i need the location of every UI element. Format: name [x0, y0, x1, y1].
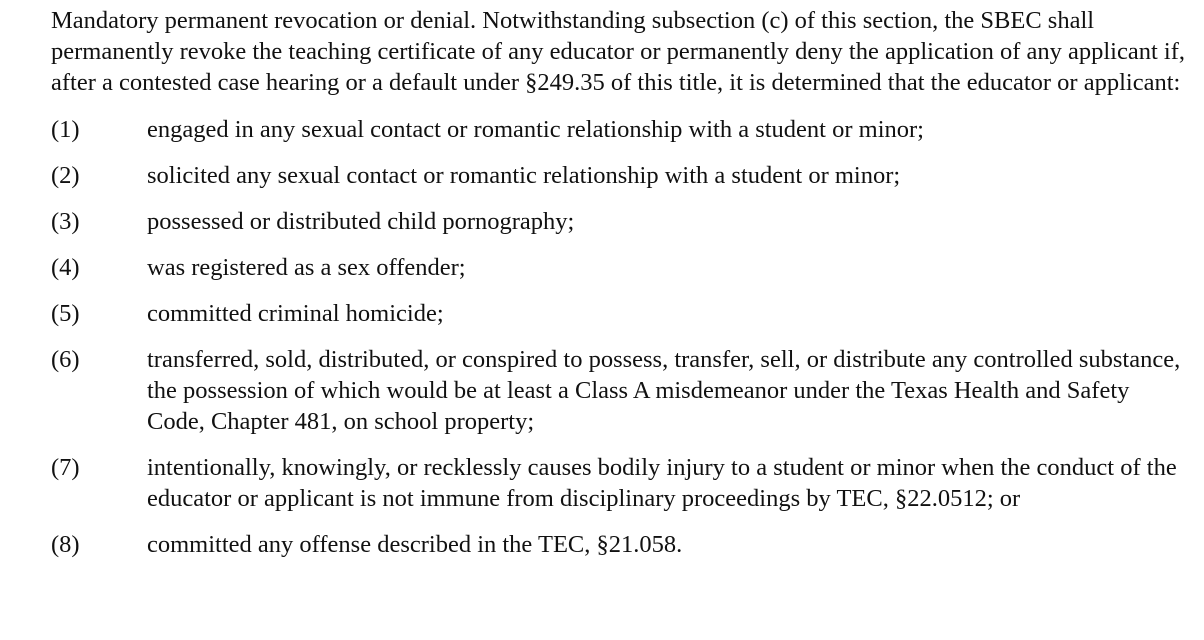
item-number: (3) [51, 208, 80, 235]
item-number: (4) [51, 254, 80, 281]
list-item-6 [51, 344, 1191, 437]
item-number: (8) [51, 531, 80, 558]
intro-paragraph: Mandatory permanent revocation or denial. Notwithstanding subsection (c) of this section, the SBEC shall permanently revoke the teaching certificate of any educator or permanently deny the application of any applicant if, after a contested case hearing or a default under §249.35 of this title, it is determined that the educator or applicant: [51, 7, 1185, 96]
item-number: (5) [51, 300, 80, 327]
item-number: (6) [51, 346, 80, 373]
item-text: solicited any sexual contact or romantic relationship with a student or minor; [147, 162, 901, 189]
item-text: intentionally, knowingly, or recklessly causes bodily injury to a student or minor when the conduct of the educator or applicant is not immune from disciplinary proceedings by TEC, §22.0512; or [147, 454, 1177, 512]
item-text: committed any offense described in the TEC, §21.058. [147, 531, 683, 558]
item-text: transferred, sold, distributed, or conspired to possess, transfer, sell, or distribute any controlled substance, the possession of which would be at least a Class A misdemeanor under the Texas Health and Safety Code, Chapter 481, on school property; [147, 346, 1181, 435]
list-item-2 [51, 160, 1191, 191]
list-item-4 [51, 252, 1191, 283]
list-item-8 [51, 529, 1191, 560]
list-item-5 [51, 298, 1191, 329]
provision-list [51, 114, 1191, 560]
item-text: possessed or distributed child pornography; [147, 208, 575, 235]
list-item-3 [51, 206, 1191, 237]
list-item-7 [51, 452, 1191, 514]
list-item-1 [51, 114, 1191, 145]
item-number: (2) [51, 162, 80, 189]
item-text: was registered as a sex offender; [147, 254, 466, 281]
item-number: (1) [51, 116, 80, 143]
item-text: committed criminal homicide; [147, 300, 444, 327]
item-text: engaged in any sexual contact or romantic relationship with a student or minor; [147, 116, 924, 143]
item-number: (7) [51, 454, 80, 481]
